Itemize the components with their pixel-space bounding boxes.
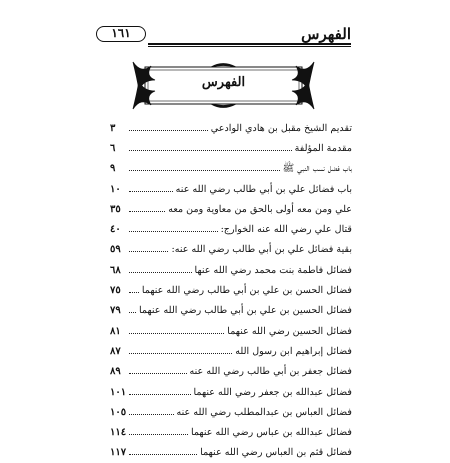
toc-entry-title: بقية فضائل علي بن أبي طالب رضي الله عنه:: [171, 244, 352, 256]
toc-entry-title: باب فضائل علي بن أبي طالب رضي الله عنه: [175, 183, 352, 195]
toc-entry-title: تقديم الشيخ مقبل بن هادي الوادعي: [210, 122, 352, 134]
dot-leader: [129, 130, 208, 131]
toc-entry-title: فضائل إبراهيم ابن رسول الله: [235, 345, 352, 357]
dot-leader: [129, 211, 165, 212]
toc-entry-title: علي ومن معه أولى بالحق من معاوية ومن معه: [168, 203, 352, 215]
toc-entry-title: فضائل الحسن بن علي بن أبي طالب رضي الله عنهما: [141, 285, 352, 297]
header-rule-thin: [148, 46, 351, 47]
toc-entry: [110, 280, 352, 300]
table-of-contents: [110, 118, 352, 463]
ornamental-title-frame: [131, 60, 316, 111]
dot-leader: [129, 394, 190, 395]
toc-entry: [110, 159, 352, 179]
toc-entry-page: ٨٧: [110, 345, 121, 357]
toc-entry-page: ٧٩: [110, 305, 121, 317]
page-number-badge: ١٦١: [96, 26, 146, 42]
toc-entry-page: ٤٠: [110, 224, 121, 236]
toc-entry-page: ٧٥: [110, 285, 121, 297]
toc-entry-title: فضائل فاطمة بنت محمد رضي الله عنها: [194, 264, 352, 276]
toc-entry: [110, 260, 352, 280]
toc-entry-title: فضائل الحسين رضي الله عنهما: [227, 325, 352, 337]
toc-entry: [110, 341, 352, 361]
dot-leader: [129, 272, 192, 273]
dot-leader: [129, 414, 173, 415]
dot-leader: [129, 292, 139, 293]
running-header: [96, 24, 351, 46]
dot-leader: [129, 231, 218, 232]
toc-entry: [110, 301, 352, 321]
toc-entry-title: فضائل قثم بن العباس رضي الله عنهما: [200, 447, 352, 459]
toc-entry: [110, 402, 352, 422]
dot-leader: [129, 191, 173, 192]
dot-leader: [129, 434, 188, 435]
toc-entry: [110, 138, 352, 158]
toc-entry: [110, 321, 352, 341]
running-header-title: الفهرس: [301, 25, 351, 43]
toc-entry: [110, 219, 352, 239]
dot-leader: [129, 170, 280, 171]
toc-entry-page: ١٠٥: [110, 406, 127, 418]
toc-entry-title: فضائل عبدالله بن عباس رضي الله عنهما: [190, 427, 352, 439]
dot-leader: [129, 251, 168, 252]
toc-entry-title: فضائل جعفر بن أبي طالب رضي الله عنه: [189, 366, 352, 378]
toc-entry-page: ٣: [110, 122, 116, 134]
toc-entry: [110, 118, 352, 138]
toc-entry-page: ٨١: [110, 325, 121, 337]
toc-entry-page: ٨٩: [110, 366, 121, 378]
dot-leader: [129, 150, 292, 151]
toc-entry: [110, 443, 352, 463]
toc-entry-page: ٦: [110, 142, 116, 154]
toc-entry: [110, 382, 352, 402]
toc-entry-page: ١١٤: [110, 427, 127, 439]
toc-entry-title: قتال علي رضي الله عنه الخوارج:: [220, 224, 352, 236]
toc-entry-page: ٦٨: [110, 264, 121, 276]
toc-entry-title: مقدمة المؤلفة: [294, 142, 352, 154]
toc-entry: [110, 179, 352, 199]
section-title: الفهرس: [201, 75, 246, 90]
dot-leader: [129, 454, 197, 455]
toc-entry-title: فضائل عبدالله بن جعفر رضي الله عنهما: [193, 386, 352, 398]
toc-entry-title: باب فضل نسب النبي ﷺ: [282, 162, 352, 174]
toc-entry-page: ١٠١: [110, 386, 127, 398]
toc-entry-title: فضائل الحسين بن علي بن أبي طالب رضي الله عنهما: [138, 305, 352, 317]
toc-entry-page: ١٠: [110, 183, 121, 195]
toc-entry: [110, 199, 352, 219]
toc-entry: [110, 422, 352, 442]
toc-entry-page: ٥٩: [110, 244, 121, 256]
dot-leader: [129, 312, 136, 313]
dot-leader: [129, 333, 224, 334]
toc-entry-page: ٣٥: [110, 203, 121, 215]
dot-leader: [129, 353, 232, 354]
toc-entry-page: ٩: [110, 163, 116, 175]
toc-entry-page: ١١٧: [110, 447, 127, 459]
dot-leader: [129, 373, 187, 374]
toc-entry: [110, 362, 352, 382]
toc-entry-title: فضائل العباس بن عبدالمطلب رضي الله عنه: [176, 406, 352, 418]
toc-entry: [110, 240, 352, 260]
